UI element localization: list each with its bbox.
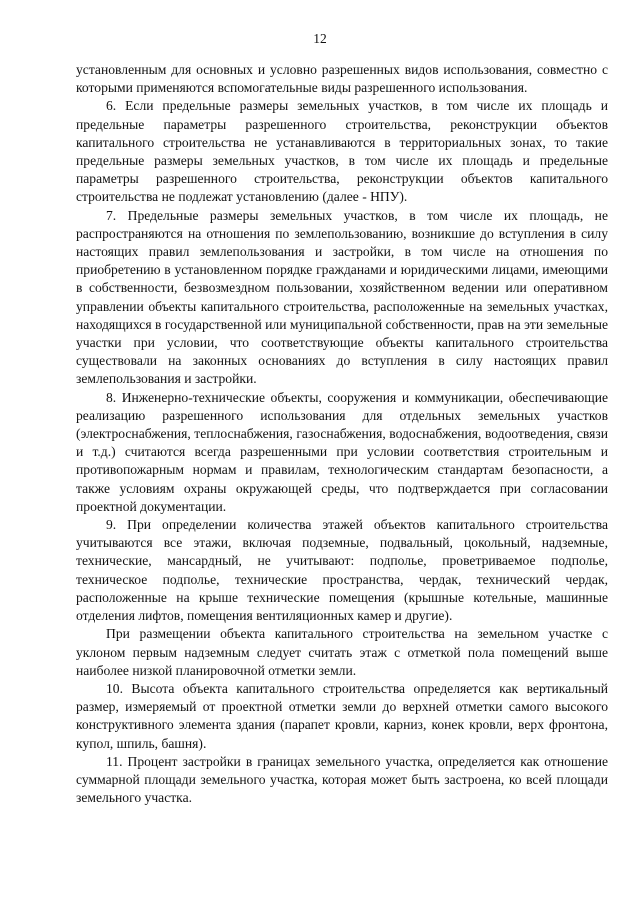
- paragraph-item-7: 7. Предельные размеры земельных участков, в том числе их площадь, не распространяются на отношения по землепользованию, возникшие до вступления в силу настоящих правил землепользования и застройки, в том числе на отношения по приобретению в установленном порядке гражданами и юридическими лицами, имеющими в собственности, безвозмездном пользовании, хозяйственном ведении или оперативном управлении объекты капитального строительства, расположенные на земельных участках, находящихся в государственной или муниципальной собственности, прав на эти земельные участки при условии, что соответствующие объекты капитального строительства существовали на законных основаниях до вступления в силу настоящих правил землепользования и застройки.: [76, 207, 608, 387]
- paragraph-continuation: установленным для основных и условно разрешенных видов использования, совместно с которыми применяются вспомогательные виды разрешенного использования.: [76, 62, 608, 96]
- paragraph-item-9: 9. При определении количества этажей объектов капитального строительства учитываются все этажи, включая подземные, подвальный, цокольный, надземные, технические, мансардный, не учитывают: подполье, проветриваемое подполье, техническое подполье, технические пространства, чердак, технический чердак, расположенные на крыше технические помещения (крышные котельные, машинные отделения лифтов, помещения вентиляционных камер и другие).: [76, 517, 608, 624]
- paragraph-item-8: 8. Инженерно-технические объекты, сооружения и коммуникации, обеспечивающие реализацию разрешенного использования для отдельных земельных участков (электроснабжения, теплоснабжения, газоснабжения, водоснабжения, водоотведения, связи и т.д.) считаются всегда разрешенными при условии соответствия строительным и противопожарным нормам и правилам, технологическим стандартам безопасности, а также условиям охраны окружающей среды, что подтверждается при согласовании проектной документации.: [76, 389, 608, 514]
- document-body: [76, 61, 608, 807]
- paragraph-item-11: 11. Процент застройки в границах земельного участка, определяется как отношение суммарной площади земельного участка, которая может быть застроена, ко всей площади земельного участка.: [76, 753, 608, 806]
- page-number: 12: [313, 31, 327, 46]
- paragraph-item-6: 6. Если предельные размеры земельных участков, в том числе их площадь и предельные параметры разрешенного строительства, реконструкции объектов капитального строительства не устанавливаются в территориальных зонах, то такие предельные размеры земельных участков, в том числе их площадь и предельные параметры разрешенного строительства, реконструкции объектов капитального строительства не подлежат установлению (далее - НПУ).: [76, 98, 608, 205]
- paragraph-item-10: 10. Высота объекта капитального строительства определяется как вертикальный размер, измеряемый от проектной отметки земли до верхней отметки самого высокого конструктивного элемента здания (парапет кровли, карниз, конек кровли, верх фронтона, купол, шпиль, башня).: [76, 680, 608, 751]
- paragraph-item-9-note: При размещении объекта капитального строительства на земельном участке с уклоном первым надземным следует считать этаж с отметкой пола помещений выше наиболее низкой планировочной отметки земли.: [76, 626, 608, 678]
